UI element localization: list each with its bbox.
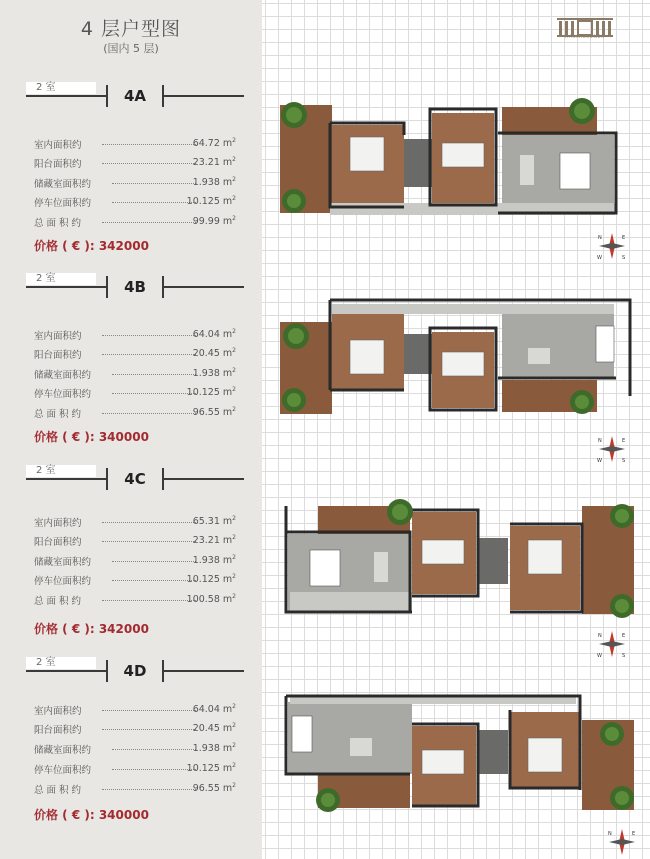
spec-label: 储藏室面积约 — [34, 370, 92, 381]
compass-icon — [596, 230, 628, 262]
spec-leader-dots — [102, 222, 196, 223]
spec-row-balcony — [34, 534, 236, 548]
spec-label: 阳台面积约 — [34, 537, 82, 548]
svg-text:N: N — [598, 438, 602, 444]
svg-text:N: N — [608, 831, 612, 837]
spec-label: 室内面积约 — [34, 518, 82, 529]
unit-header — [26, 465, 244, 489]
spec-row-parking — [34, 762, 236, 776]
spec-leader-dots — [102, 710, 196, 711]
spec-leader-dots — [112, 580, 196, 581]
spec-row-parking — [34, 195, 236, 209]
unit-code: 4C — [106, 468, 164, 490]
unit-price: 价格 ( € ): 340000 — [34, 808, 149, 822]
spec-value: 20.45 $m^2$ — [192, 347, 236, 360]
compass-icon — [606, 826, 638, 858]
spec-label: 总 面 积 约 — [34, 785, 82, 796]
spec-row-parking — [34, 386, 236, 400]
spec-value: 20.45 $m^2$ — [192, 722, 236, 735]
spec-leader-dots — [102, 354, 196, 355]
spec-label: 总 面 积 约 — [34, 218, 82, 229]
svg-text:W: W — [597, 458, 602, 464]
spec-label: 总 面 积 约 — [34, 409, 82, 420]
spec-value: 64.04 $m^2$ — [192, 703, 236, 716]
spec-value: 10.125 $m^2$ — [186, 762, 236, 775]
spec-value: 23.21 $m^2$ — [192, 534, 236, 547]
spec-row-interior — [34, 328, 236, 342]
spec-row-total — [34, 215, 236, 229]
svg-text:W: W — [597, 255, 602, 261]
svg-text:E: E — [632, 831, 636, 837]
spec-label: 停车位面积约 — [34, 576, 92, 587]
svg-text:N: N — [598, 633, 602, 639]
spec-leader-dots — [102, 600, 196, 601]
spec-value: 96.55 $m^2$ — [192, 782, 236, 795]
spec-leader-dots — [112, 202, 196, 203]
unit-4a-info — [0, 82, 262, 272]
spec-label: 停车位面积约 — [34, 389, 92, 400]
spec-row-storage — [34, 554, 236, 568]
spec-leader-dots — [102, 144, 196, 145]
floor-plan-4d — [270, 690, 640, 815]
spec-leader-dots — [112, 183, 196, 184]
room-count-tag: 2 室 — [26, 465, 96, 477]
compass-icon — [596, 433, 628, 465]
spec-value: 1.938 $m^2$ — [192, 554, 236, 567]
spec-label: 总 面 积 约 — [34, 596, 82, 607]
unit-header — [26, 82, 244, 106]
unit-4d-info — [0, 657, 262, 847]
spec-leader-dots — [112, 769, 196, 770]
svg-text:E: E — [622, 633, 626, 639]
spec-leader-dots — [102, 541, 196, 542]
spec-label: 储藏室面积约 — [34, 179, 92, 190]
svg-text:E: E — [622, 438, 626, 444]
spec-row-interior — [34, 137, 236, 151]
spec-value: 99.99 $m^2$ — [192, 215, 236, 228]
spec-label: 停车位面积约 — [34, 765, 92, 776]
page-title: 4 层户型图 — [80, 18, 182, 40]
spec-row-storage — [34, 742, 236, 756]
spec-label: 储藏室面积约 — [34, 745, 92, 756]
spec-value: 1.938 $m^2$ — [192, 367, 236, 380]
unit-4c-info — [0, 465, 262, 655]
spec-row-balcony — [34, 722, 236, 736]
brand-logo-text: HARMILSONER — [564, 34, 606, 39]
unit-4b-info — [0, 273, 262, 463]
room-count-tag: 2 室 — [26, 273, 96, 285]
spec-row-storage — [34, 176, 236, 190]
spec-row-balcony — [34, 156, 236, 170]
spec-value: 1.938 $m^2$ — [192, 742, 236, 755]
spec-row-parking — [34, 573, 236, 587]
spec-label: 室内面积约 — [34, 706, 82, 717]
spec-leader-dots — [102, 729, 196, 730]
room-count-tag: 2 室 — [26, 657, 96, 669]
spec-row-total — [34, 406, 236, 420]
spec-row-interior — [34, 515, 236, 529]
spec-label: 阳台面积约 — [34, 350, 82, 361]
spec-label: 室内面积约 — [34, 140, 82, 151]
unit-code: 4D — [106, 660, 164, 682]
svg-text:S: S — [622, 255, 626, 261]
spec-value: 10.125 $m^2$ — [186, 386, 236, 399]
spec-value: 10.125 $m^2$ — [186, 573, 236, 586]
unit-header — [26, 273, 244, 297]
unit-price: 价格 ( € ): 342000 — [34, 622, 149, 636]
svg-text:W: W — [597, 653, 602, 659]
spec-value: 65.31 $m^2$ — [192, 515, 236, 528]
room-count-tag: 2 室 — [26, 82, 96, 94]
spec-value: 64.04 $m^2$ — [192, 328, 236, 341]
spec-value: 96.55 $m^2$ — [192, 406, 236, 419]
spec-leader-dots — [102, 522, 196, 523]
spec-label: 储藏室面积约 — [34, 557, 92, 568]
floor-plan-4a — [270, 95, 635, 220]
unit-price: 价格 ( € ): 342000 — [34, 239, 149, 253]
spec-label: 室内面积约 — [34, 331, 82, 342]
spec-label: 阳台面积约 — [34, 725, 82, 736]
floor-plan-4b — [270, 292, 635, 422]
spec-leader-dots — [112, 374, 196, 375]
spec-row-balcony — [34, 347, 236, 361]
spec-label: 阳台面积约 — [34, 159, 82, 170]
spec-leader-dots — [112, 561, 196, 562]
spec-row-storage — [34, 367, 236, 381]
spec-leader-dots — [102, 163, 196, 164]
spec-value: 100.58 $m^2$ — [186, 593, 236, 606]
spec-leader-dots — [112, 749, 196, 750]
spec-row-interior — [34, 703, 236, 717]
svg-text:N: N — [598, 235, 602, 241]
spec-value: 64.72 $m^2$ — [192, 137, 236, 150]
spec-label: 停车位面积约 — [34, 198, 92, 209]
spec-leader-dots — [102, 413, 196, 414]
spec-value: 10.125 $m^2$ — [186, 195, 236, 208]
svg-text:S: S — [622, 458, 626, 464]
spec-value: 1.938 $m^2$ — [192, 176, 236, 189]
unit-header — [26, 657, 244, 681]
unit-code: 4A — [106, 85, 164, 107]
spec-row-total — [34, 782, 236, 796]
page-subtitle: (国内 5 层) — [103, 42, 159, 55]
svg-text:E: E — [622, 235, 626, 241]
spec-value: 23.21 $m^2$ — [192, 156, 236, 169]
unit-code: 4B — [106, 276, 164, 298]
unit-price: 价格 ( € ): 340000 — [34, 430, 149, 444]
floor-plan-4c — [270, 496, 640, 621]
spec-leader-dots — [102, 335, 196, 336]
compass-icon — [596, 628, 628, 660]
spec-row-total — [34, 593, 236, 607]
svg-text:S: S — [622, 653, 626, 659]
spec-leader-dots — [112, 393, 196, 394]
spec-leader-dots — [102, 789, 196, 790]
